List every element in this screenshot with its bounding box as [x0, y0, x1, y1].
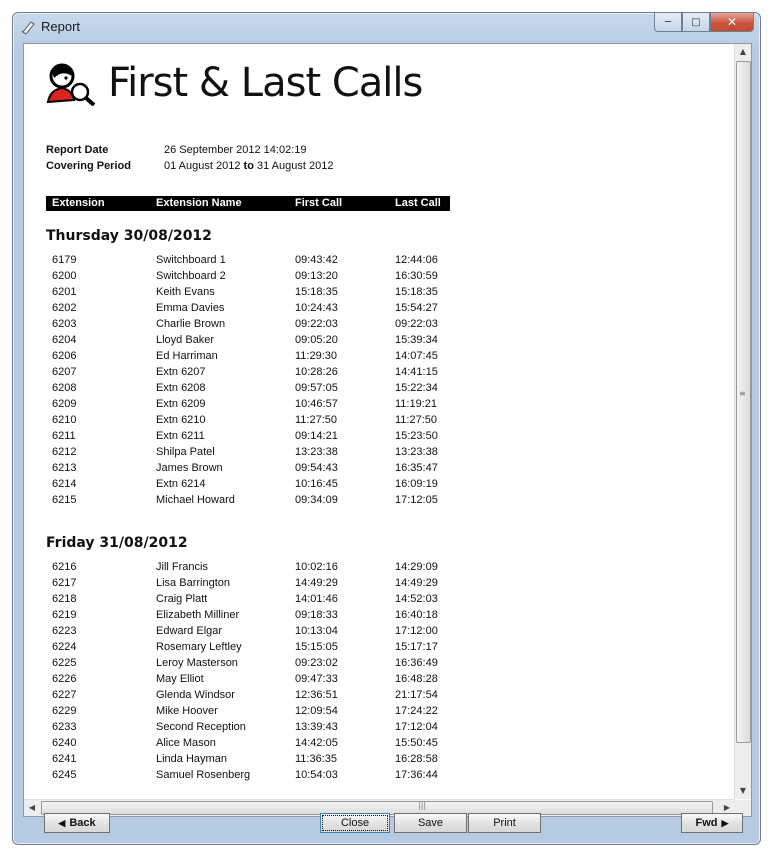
first-call-cell: 10:24:43 [295, 302, 338, 314]
last-call-cell: 16:09:19 [395, 478, 438, 490]
table-row [46, 720, 450, 736]
minimize-button[interactable] [654, 13, 682, 32]
first-call-cell: 14:42:05 [295, 737, 338, 749]
column-header-last-call: Last Call [395, 197, 441, 209]
last-call-cell: 17:36:44 [395, 769, 438, 781]
first-call-cell: 10:02:16 [295, 561, 338, 573]
chevron-right-icon: ▶ [721, 817, 729, 828]
first-call-cell: 12:36:51 [295, 689, 338, 701]
extension-cell: 6227 [52, 689, 77, 701]
first-call-cell: 09:22:03 [295, 318, 338, 330]
table-row [46, 269, 450, 285]
table-row [46, 477, 450, 493]
extension-name-cell: Extn 6214 [156, 478, 206, 490]
table-row [46, 640, 450, 656]
first-call-cell: 15:15:05 [295, 641, 338, 653]
table-row [46, 576, 450, 592]
extension-cell: 6219 [52, 609, 77, 621]
extension-name-cell: May Elliot [156, 673, 204, 685]
extension-name-cell: Extn 6207 [156, 366, 206, 378]
first-call-cell: 09:57:05 [295, 382, 338, 394]
table-row [46, 381, 450, 397]
first-call-cell: 10:54:03 [295, 769, 338, 781]
last-call-cell: 17:12:05 [395, 494, 438, 506]
first-call-cell: 09:47:33 [295, 673, 338, 685]
extension-cell: 6212 [52, 446, 77, 458]
scroll-right-icon[interactable]: ▶ [723, 803, 731, 812]
save-button-label: Save [417, 817, 444, 829]
first-call-cell: 10:28:26 [295, 366, 338, 378]
first-call-cell: 14:49:29 [295, 577, 338, 589]
last-call-cell: 17:12:00 [395, 625, 438, 637]
column-header-extension: Extension [52, 197, 105, 209]
extension-cell: 6216 [52, 561, 77, 573]
extension-cell: 6225 [52, 657, 77, 669]
extension-cell: 6202 [52, 302, 77, 314]
chevron-left-icon: ◀ [58, 817, 66, 828]
extension-cell: 6223 [52, 625, 77, 637]
extension-name-cell: Leroy Masterson [156, 657, 238, 669]
extension-name-cell: Elizabeth Milliner [156, 609, 240, 621]
extension-cell: 6204 [52, 334, 77, 346]
extension-cell: 6233 [52, 721, 77, 733]
first-call-cell: 12:09:54 [295, 705, 338, 717]
extension-cell: 6240 [52, 737, 77, 749]
title-bar[interactable] [13, 13, 760, 43]
first-call-cell: 09:34:09 [295, 494, 338, 506]
first-call-cell: 09:14:21 [295, 430, 338, 442]
extension-cell: 6206 [52, 350, 77, 362]
table-row [46, 397, 450, 413]
last-call-cell: 21:17:54 [395, 689, 438, 701]
extension-name-cell: Extn 6210 [156, 414, 206, 426]
back-button[interactable] [44, 813, 110, 833]
extension-name-cell: Rosemary Leftley [156, 641, 242, 653]
first-call-cell: 10:16:45 [295, 478, 338, 490]
first-call-cell: 11:27:50 [295, 414, 338, 426]
extension-name-cell: Lisa Barrington [156, 577, 230, 589]
table-row [46, 656, 450, 672]
report-date-label: Report Date [46, 144, 109, 156]
button-bar [23, 811, 750, 837]
extension-cell: 6215 [52, 494, 77, 506]
table-row [46, 445, 450, 461]
extension-name-cell: Keith Evans [156, 286, 215, 298]
table-row [46, 317, 450, 333]
first-call-cell: 11:29:30 [295, 350, 338, 362]
last-call-cell: 17:12:04 [395, 721, 438, 733]
last-call-cell: 15:50:45 [395, 737, 438, 749]
table-row [46, 349, 450, 365]
extension-name-cell: James Brown [156, 462, 223, 474]
report-title: First & Last Calls [108, 60, 423, 106]
last-call-cell: 16:36:49 [395, 657, 438, 669]
column-header-first-call: First Call [295, 197, 343, 209]
extension-name-cell: Craig Platt [156, 593, 208, 605]
window-title: Report [41, 19, 81, 34]
day-heading: Friday 31/08/2012 [46, 535, 188, 551]
table-row [46, 253, 450, 269]
extension-name-cell: Jill Francis [156, 561, 208, 573]
extension-name-cell: Extn 6211 [156, 430, 205, 442]
first-call-cell: 15:18:35 [295, 286, 338, 298]
table-row [46, 608, 450, 624]
extension-cell: 6203 [52, 318, 77, 330]
last-call-cell: 15:22:34 [395, 382, 438, 394]
first-call-cell: 13:39:43 [295, 721, 338, 733]
extension-name-cell: Linda Hayman [156, 753, 227, 765]
close-window-button[interactable] [710, 13, 754, 32]
extension-name-cell: Extn 6209 [156, 398, 206, 410]
save-button[interactable] [394, 813, 467, 833]
table-row [46, 624, 450, 640]
last-call-cell: 14:41:15 [395, 366, 438, 378]
table-row [46, 688, 450, 704]
fwd-button-label: Fwd [695, 817, 718, 829]
grip-icon: ||| [418, 801, 427, 810]
first-call-cell: 09:05:20 [295, 334, 338, 346]
extension-name-cell: Charlie Brown [156, 318, 226, 330]
table-row [46, 413, 450, 429]
extension-name-cell: Second Reception [156, 721, 246, 733]
last-call-cell: 12:44:06 [395, 254, 438, 266]
last-call-cell: 09:22:03 [395, 318, 438, 330]
first-call-cell: 09:23:02 [295, 657, 338, 669]
last-call-cell: 15:18:35 [395, 286, 438, 298]
extension-cell: 6210 [52, 414, 77, 426]
table-row [46, 736, 450, 752]
extension-cell: 6241 [52, 753, 77, 765]
extension-cell: 6179 [52, 254, 77, 266]
column-header-bar [46, 196, 450, 211]
table-row [46, 672, 450, 688]
extension-cell: 6208 [52, 382, 77, 394]
extension-name-cell: Emma Davies [156, 302, 225, 314]
extension-cell: 6200 [52, 270, 77, 282]
table-row [46, 365, 450, 381]
extension-cell: 6224 [52, 641, 77, 653]
report-date-value: 26 September 2012 14:02:19 [164, 144, 307, 156]
extension-cell: 6245 [52, 769, 77, 781]
last-call-cell: 16:28:58 [395, 753, 438, 765]
first-call-cell: 11:36:35 [295, 753, 338, 765]
report-window [12, 12, 761, 845]
close-icon: ✕ [726, 15, 738, 29]
column-header-extension-name: Extension Name [156, 197, 242, 209]
print-button-label: Print [493, 817, 516, 829]
extension-cell: 6213 [52, 462, 77, 474]
covering-period-value [164, 160, 333, 172]
first-call-cell: 14:01:46 [295, 593, 338, 605]
extension-name-cell: Edward Elgar [156, 625, 223, 637]
extension-cell: 6226 [52, 673, 77, 685]
table-row [46, 461, 450, 477]
last-call-cell: 13:23:38 [395, 446, 438, 458]
last-call-cell: 17:24:22 [395, 705, 438, 717]
first-call-cell: 10:46:57 [295, 398, 338, 410]
covering-period-label: Covering Period [46, 160, 131, 172]
close-button-label: Close [340, 817, 370, 829]
last-call-cell: 14:49:29 [395, 577, 438, 589]
first-call-cell: 10:13:04 [295, 625, 338, 637]
maximize-icon: □ [691, 16, 701, 28]
grip-icon: ≡ [739, 389, 746, 398]
last-call-cell: 15:54:27 [395, 302, 438, 314]
period-to-word: to [243, 160, 254, 172]
table-row [46, 301, 450, 317]
extension-name-cell: Ed Harriman [156, 350, 218, 362]
extension-name-cell: Switchboard 1 [156, 254, 226, 266]
last-call-cell: 14:52:03 [395, 593, 438, 605]
first-call-cell: 09:18:33 [295, 609, 338, 621]
extension-cell: 6209 [52, 398, 77, 410]
extension-name-cell: Extn 6208 [156, 382, 206, 394]
table-row [46, 493, 450, 509]
table-row [46, 285, 450, 301]
extension-name-cell: Michael Howard [156, 494, 235, 506]
period-from: 01 August 2012 [164, 160, 241, 172]
last-call-cell: 16:40:18 [395, 609, 438, 621]
back-button-label: Back [69, 817, 96, 829]
extension-cell: 6214 [52, 478, 77, 490]
last-call-cell: 14:29:09 [395, 561, 438, 573]
extension-cell: 6218 [52, 593, 77, 605]
extension-name-cell: Lloyd Baker [156, 334, 215, 346]
extension-cell: 6207 [52, 366, 77, 378]
fwd-button[interactable] [681, 813, 743, 833]
user-search-icon [46, 62, 98, 106]
first-call-cell: 09:43:42 [295, 254, 338, 266]
extension-cell: 6211 [52, 430, 76, 442]
last-call-cell: 11:19:21 [395, 398, 438, 410]
scroll-left-icon[interactable]: ◀ [28, 803, 36, 812]
report-icon [20, 19, 36, 35]
minimize-icon: ─ [664, 16, 672, 28]
table-row [46, 768, 450, 784]
extension-name-cell: Glenda Windsor [156, 689, 235, 701]
extension-cell: 6217 [52, 577, 77, 589]
extension-cell: 6229 [52, 705, 77, 717]
last-call-cell: 16:35:47 [395, 462, 438, 474]
extension-name-cell: Alice Mason [156, 737, 216, 749]
extension-name-cell: Switchboard 2 [156, 270, 226, 282]
print-button[interactable] [468, 813, 541, 833]
last-call-cell: 15:39:34 [395, 334, 438, 346]
table-row [46, 752, 450, 768]
maximize-button[interactable] [682, 13, 710, 32]
table-row [46, 560, 450, 576]
first-call-cell: 13:23:38 [295, 446, 338, 458]
extension-name-cell: Samuel Rosenberg [156, 769, 251, 781]
last-call-cell: 15:23:50 [395, 430, 438, 442]
vertical-scroll-thumb[interactable] [736, 61, 751, 743]
extension-name-cell: Shilpa Patel [156, 446, 215, 458]
table-row [46, 429, 450, 445]
period-to: 31 August 2012 [256, 160, 334, 172]
last-call-cell: 15:17:17 [395, 641, 438, 653]
extension-cell: 6201 [52, 286, 77, 298]
close-button[interactable] [320, 813, 390, 833]
scroll-up-icon[interactable]: ▲ [739, 47, 747, 56]
report-viewer [23, 43, 752, 817]
last-call-cell: 16:48:28 [395, 673, 438, 685]
last-call-cell: 11:27:50 [395, 414, 438, 426]
scroll-down-icon[interactable]: ▼ [739, 786, 747, 795]
first-call-cell: 09:54:43 [295, 462, 338, 474]
last-call-cell: 16:30:59 [395, 270, 438, 282]
extension-name-cell: Mike Hoover [156, 705, 218, 717]
table-row [46, 704, 450, 720]
table-row [46, 333, 450, 349]
vertical-scrollbar[interactable] [734, 44, 751, 799]
first-call-cell: 09:13:20 [295, 270, 338, 282]
last-call-cell: 14:07:45 [395, 350, 438, 362]
table-row [46, 592, 450, 608]
day-heading: Thursday 30/08/2012 [46, 228, 212, 244]
